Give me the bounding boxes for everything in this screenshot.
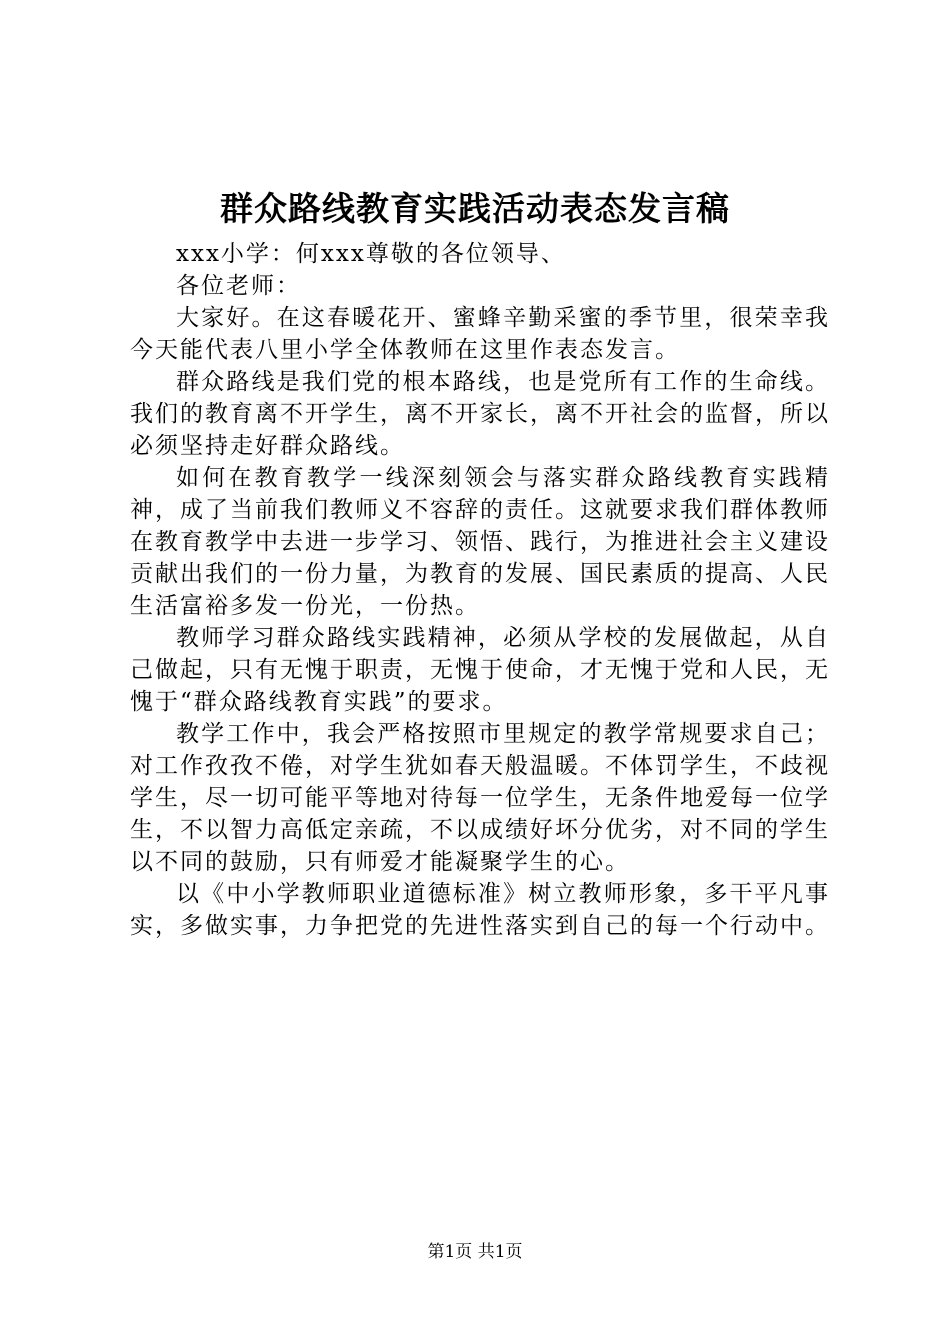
body-paragraph: 大家好。在这春暖花开、蜜蜂辛勤采蜜的季节里，很荣幸我今天能代表八里小学全体教师在这里作表态发言。	[130, 305, 830, 363]
body-paragraph: 以《中小学教师职业道德标准》树立教师形象，多干平凡事实，多做实事，力争把党的先进性落实到自己的每一个行动中。	[130, 881, 830, 939]
body-paragraph: 群众路线是我们党的根本路线，也是党所有工作的生命线。我们的教育离不开学生，离不开家长，离不开社会的监督，所以必须坚持走好群众路线。	[130, 369, 830, 459]
salutation-line: 各位老师：	[176, 273, 301, 299]
body-paragraph: 教学工作中，我会严格按照市里规定的教学常规要求自己；对工作孜孜不倦，对学生犹如春天般温暖。不体罚学生，不歧视学生，尽一切可能平等地对待每一位学生，无条件地爱每一位学生，不以智力高低定亲疏，不以成绩好坏分优劣，对不同的学生以不同的鼓励，只有师爱才能凝聚学生的心。	[130, 721, 830, 875]
salutation-line: xxx小学：何xxx尊敬的各位领导、	[176, 241, 566, 267]
body-paragraph: 如何在教育教学一线深刻领会与落实群众路线教育实践精神，成了当前我们教师义不容辞的责任。这就要求我们群体教师在教育教学中去进一步学习、领悟、践行，为推进社会主义建设贡献出我们的一份力量，为教育的发展、国民素质的提高、人民生活富裕多发一份光，一份热。	[130, 465, 830, 619]
page-number-footer: 第1页 共1页	[427, 1242, 523, 1262]
document-title: 群众路线教育实践活动表态发言稿	[220, 189, 730, 228]
document-body	[130, 238, 830, 942]
body-paragraph: 教师学习群众路线实践精神，必须从学校的发展做起，从自己做起，只有无愧于职责，无愧于使命，才无愧于党和人民，无愧于“群众路线教育实践”的要求。	[130, 625, 830, 715]
